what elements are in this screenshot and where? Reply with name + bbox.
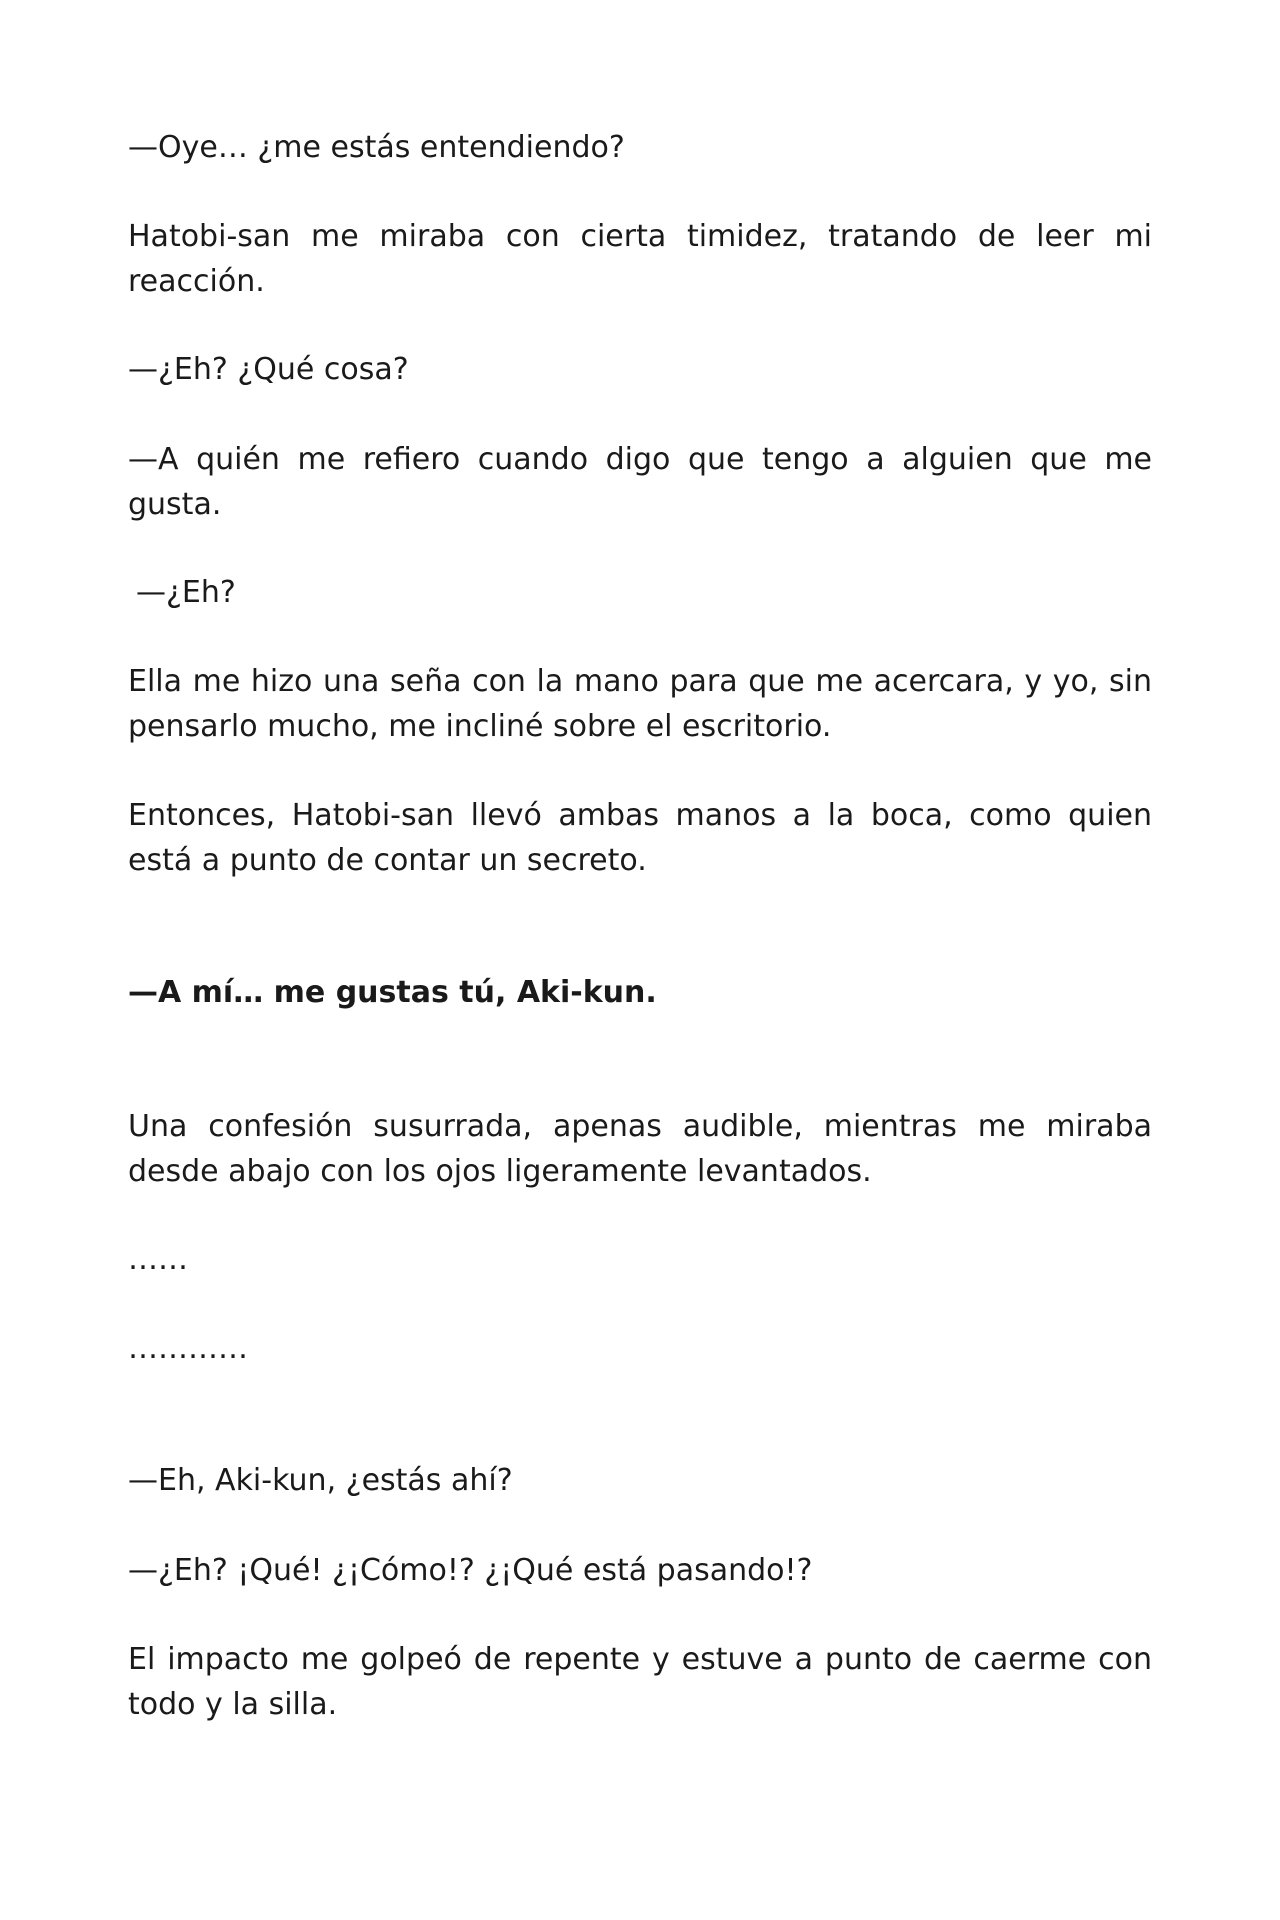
dialogue-paragraph: —Oye… ¿me estás entendiendo? [128, 130, 625, 165]
narration-paragraph: Ella me hizo una seña con la mano para que me acercara, y yo, sin pensarlo mucho, me incliné sobre el escritorio. [128, 664, 1152, 744]
ellipsis-line: ………… [128, 1331, 248, 1366]
dialogue-paragraph: —Eh, Aki-kun, ¿estás ahí? [128, 1463, 513, 1498]
dialogue-paragraph: —¿Eh? ¿Qué cosa? [128, 352, 409, 387]
narration-paragraph: Entonces, Hatobi-san llevó ambas manos a la boca, como quien está a punto de contar un secreto. [128, 798, 1152, 878]
narration-paragraph: Una confesión susurrada, apenas audible, mientras me miraba desde abajo con los ojos ligeramente levantados. [128, 1109, 1152, 1189]
ellipsis-line: …… [128, 1242, 188, 1277]
narration-paragraph: Hatobi-san me miraba con cierta timidez, tratando de leer mi reacción. [128, 219, 1152, 299]
dialogue-paragraph: —¿Eh? [136, 575, 236, 610]
dialogue-paragraph: —¿Eh? ¡Qué! ¿¡Cómo!? ¿¡Qué está pasando!? [128, 1553, 813, 1588]
dialogue-paragraph: —A quién me refiero cuando digo que tengo a alguien que me gusta. [128, 442, 1152, 522]
confession-line: —A mí… me gustas tú, Aki-kun. [128, 975, 657, 1010]
text-column [128, 0, 1152, 1920]
narration-paragraph: El impacto me golpeó de repente y estuve a punto de caerme con todo y la silla. [128, 1642, 1152, 1722]
